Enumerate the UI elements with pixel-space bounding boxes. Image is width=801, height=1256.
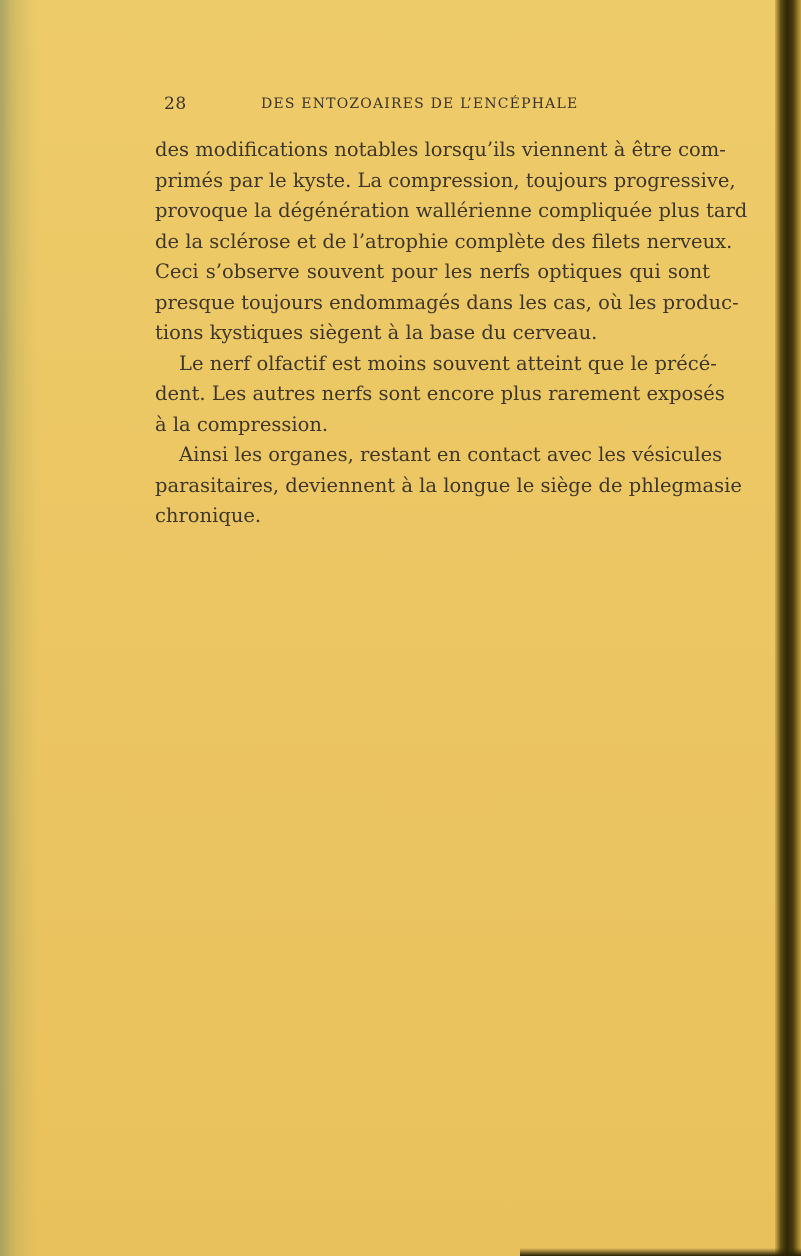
text-line: Le nerf olfactif est moins souvent atteint que le précé- [179, 351, 717, 375]
running-header [164, 94, 724, 118]
text-line: des modifications notables lorsqu’ils viennent à être com- [155, 138, 726, 161]
text-line: Ceci s’observe souvent pour les nerfs optiques qui sont [155, 260, 710, 283]
body-text [155, 135, 748, 532]
text-line: parasitaires, deviennent à la longue le siège de phlegmasie [155, 473, 742, 497]
text-line: de la sclérose et de l’atrophie complète des filets nerveux. [155, 229, 733, 253]
text-line: presque toujours endommagés dans les cas, où les produc- [155, 290, 739, 314]
running-title: DES ENTOZOAIRES DE L’ENCÉPHALE [261, 96, 579, 112]
page-number: 28 [164, 94, 187, 114]
text-line: à la compression. [155, 412, 329, 436]
text-line: chronique. [155, 504, 262, 527]
text-line: primés par le kyste. La compression, toujours progressive, [155, 168, 736, 192]
text-line: tions kystiques siègent à la base du cerveau. [155, 321, 598, 344]
page-bottom-edge [520, 1248, 801, 1256]
text-line: provoque la dégénération wallérienne compliquée plus tard [155, 199, 748, 222]
text-line: dent. Les autres nerfs sont encore plus rarement exposés [155, 382, 725, 405]
page-edge [775, 0, 801, 1256]
text-line: Ainsi les organes, restant en contact avec les vésicules [179, 443, 723, 466]
page-gutter-shadow [0, 0, 40, 1256]
